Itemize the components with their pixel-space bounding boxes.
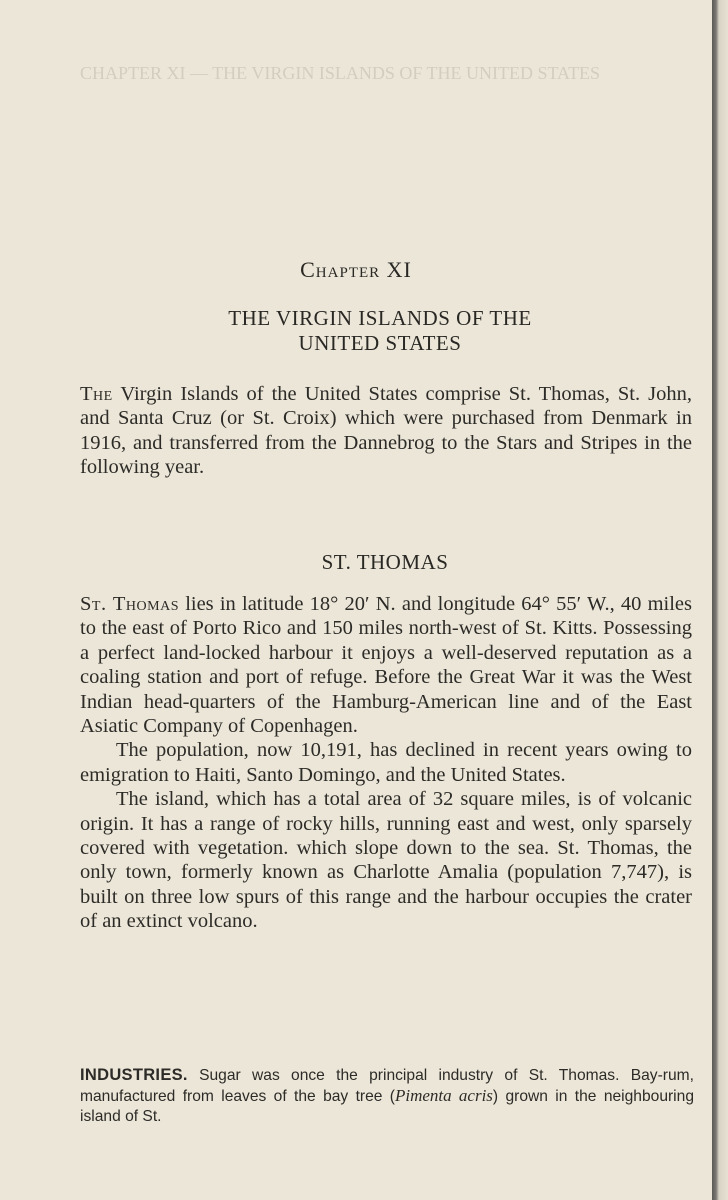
section-heading: ST. THOMAS bbox=[321, 550, 449, 574]
next-page-edge bbox=[712, 0, 728, 1200]
paragraph-lead: St. Thomas bbox=[80, 593, 179, 615]
industries-paragraph bbox=[80, 1065, 694, 1127]
intro-paragraph bbox=[80, 382, 692, 480]
chapter-title-line-2: UNITED STATES bbox=[298, 331, 462, 355]
show-through-text: CHAPTER XI — THE VIRGIN ISLANDS OF THE UNITED STATES bbox=[80, 63, 601, 83]
industries-text-2: ) grown in the neighbouring island of St. bbox=[80, 1088, 694, 1125]
chapter-title bbox=[0, 306, 728, 356]
paragraph-3: The island, which has a total area of 32 square miles, is of volcanic origin. It has a range of rocky hills, running east and west, only sparsely covered with vegetation. which slope down to the sea. St. Thomas, the only town, formerly known as Charlotte Amalia (population 7,747), is built on three low spurs of this range and the harbour occupies the crater of an extinct volcano. bbox=[80, 788, 692, 933]
industries-text-1: Sugar was once the principal industry of St. Thomas. Bay-rum, manufactured from leaves of the bay tree ( bbox=[80, 1067, 694, 1105]
body-text bbox=[80, 592, 692, 934]
industries-italic: Pimenta acris bbox=[394, 1086, 493, 1105]
chapter-title-line-1: THE VIRGIN ISLANDS OF THE bbox=[228, 306, 532, 330]
intro-lead: The bbox=[80, 383, 113, 405]
chapter-heading: Chapter XI bbox=[300, 257, 412, 282]
intro-text: Virgin Islands of the United States comprise St. Thomas, St. John, and Santa Cruz (or St. Croix) which were purchased from Denmark in 1916, and transferred from the Dannebrog to the Stars and Stripes in the following year. bbox=[80, 383, 692, 479]
paragraph-2: The population, now 10,191, has declined in recent years owing to emigration to Haiti, Santo Domingo, and the United States. bbox=[80, 739, 692, 786]
industries-heading: INDUSTRIES. bbox=[80, 1066, 188, 1084]
paragraph-1-text: lies in latitude 18° 20′ N. and longitude 64° 55′ W., 40 miles to the east of Porto Rico and 150 miles north-west of St. Kitts. Possessing a perfect land-locked harbour it enjoys a well-deserved reputation as a coaling station and port of refuge. Before the Great War it was the West Indian head-quarters of the Hamburg-American line and of the East Asiatic Company of Copenhagen. bbox=[80, 593, 693, 738]
